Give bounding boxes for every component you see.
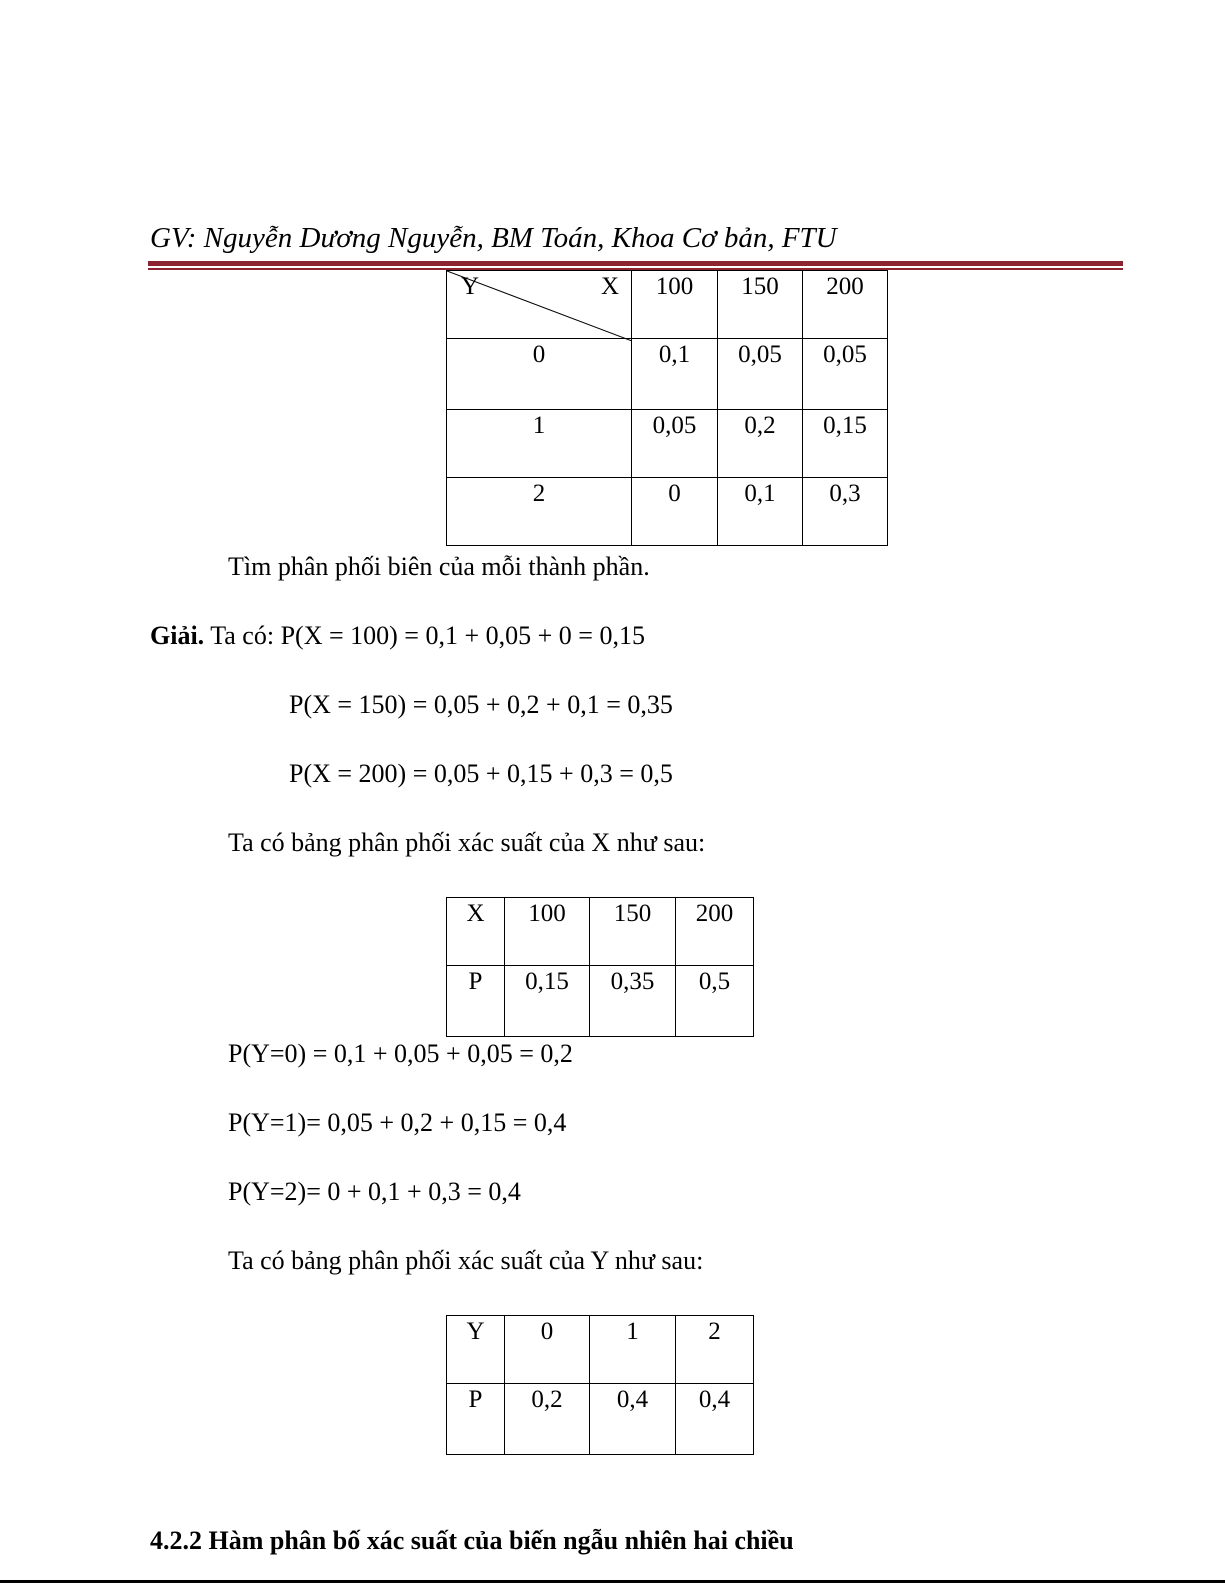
table-row xyxy=(447,1384,754,1455)
table-cell: P xyxy=(447,966,505,1037)
row-header: 2 xyxy=(447,478,632,546)
table-cell: 0,1 xyxy=(632,339,718,410)
corner-col-label: X xyxy=(600,273,619,300)
table-cell: 0,2 xyxy=(718,410,803,478)
row-header: 0 xyxy=(447,339,632,410)
table-cell: 0,4 xyxy=(676,1384,754,1455)
page-bottom-rule xyxy=(0,1580,1225,1583)
table-cell: P xyxy=(447,1384,505,1455)
table-cell: 0 xyxy=(632,478,718,546)
section-heading: 4.2.2 Hàm phân bố xác suất của biến ngẫu nhiên hai chiều xyxy=(150,1526,794,1555)
table-row xyxy=(447,966,754,1037)
joint-distribution-table xyxy=(446,270,888,546)
table-cell: 200 xyxy=(676,898,754,966)
table-cell: 0 xyxy=(505,1316,590,1384)
table-row xyxy=(447,410,888,478)
row-header: 1 xyxy=(447,410,632,478)
table-cell: 0,4 xyxy=(590,1384,676,1455)
table-cell: 0,15 xyxy=(505,966,590,1037)
table-cell: 150 xyxy=(590,898,676,966)
py2-text: P(Y=2)= 0 + 0,1 + 0,3 = 0,4 xyxy=(228,1177,521,1206)
col-header: 100 xyxy=(632,271,718,339)
table-row xyxy=(447,1316,754,1384)
table-cell: 1 xyxy=(590,1316,676,1384)
corner-row-label: Y xyxy=(461,273,480,300)
col-header: 150 xyxy=(718,271,803,339)
py0-text: P(Y=0) = 0,1 + 0,05 + 0,05 = 0,2 xyxy=(228,1039,573,1068)
table-cell: 0,1 xyxy=(718,478,803,546)
py1-text: P(Y=1)= 0,05 + 0,2 + 0,15 = 0,4 xyxy=(228,1108,567,1137)
x-distribution-table xyxy=(446,897,754,1037)
table-cell: Y xyxy=(447,1316,505,1384)
table-cell: X xyxy=(447,898,505,966)
table-cell: 0,05 xyxy=(718,339,803,410)
table-cell: 0,15 xyxy=(803,410,888,478)
table-cell: 100 xyxy=(505,898,590,966)
header-rule-thick xyxy=(148,261,1123,266)
px100-text: Ta có: P(X = 100) = 0,1 + 0,05 + 0 = 0,15 xyxy=(210,621,645,650)
table-cell: 0,05 xyxy=(803,339,888,410)
table-row xyxy=(447,339,888,410)
px200-text: P(X = 200) = 0,05 + 0,15 + 0,3 = 0,5 xyxy=(289,759,673,788)
table-cell: 0,05 xyxy=(632,410,718,478)
table-cell: 0,2 xyxy=(505,1384,590,1455)
x-table-intro: Ta có bảng phân phối xác suất của X như sau: xyxy=(228,828,706,857)
y-table-intro: Ta có bảng phân phối xác suất của Y như sau: xyxy=(228,1246,704,1275)
col-header: 200 xyxy=(803,271,888,339)
corner-cell xyxy=(447,271,632,339)
task-text: Tìm phân phối biên của mỗi thành phần. xyxy=(228,552,650,581)
table-cell: 2 xyxy=(676,1316,754,1384)
px150-text: P(X = 150) = 0,05 + 0,2 + 0,1 = 0,35 xyxy=(289,690,673,719)
solution-line xyxy=(150,621,645,651)
table-cell: 0,3 xyxy=(803,478,888,546)
page-header: GV: Nguyễn Dương Nguyễn, BM Toán, Khoa Cơ bản, FTU xyxy=(150,222,837,254)
table-cell: 0,35 xyxy=(590,966,676,1037)
y-distribution-table xyxy=(446,1315,754,1455)
solution-label: Giải. xyxy=(150,621,205,650)
table-row xyxy=(447,478,888,546)
table-row xyxy=(447,271,888,339)
table-cell: 0,5 xyxy=(676,966,754,1037)
table-row xyxy=(447,898,754,966)
